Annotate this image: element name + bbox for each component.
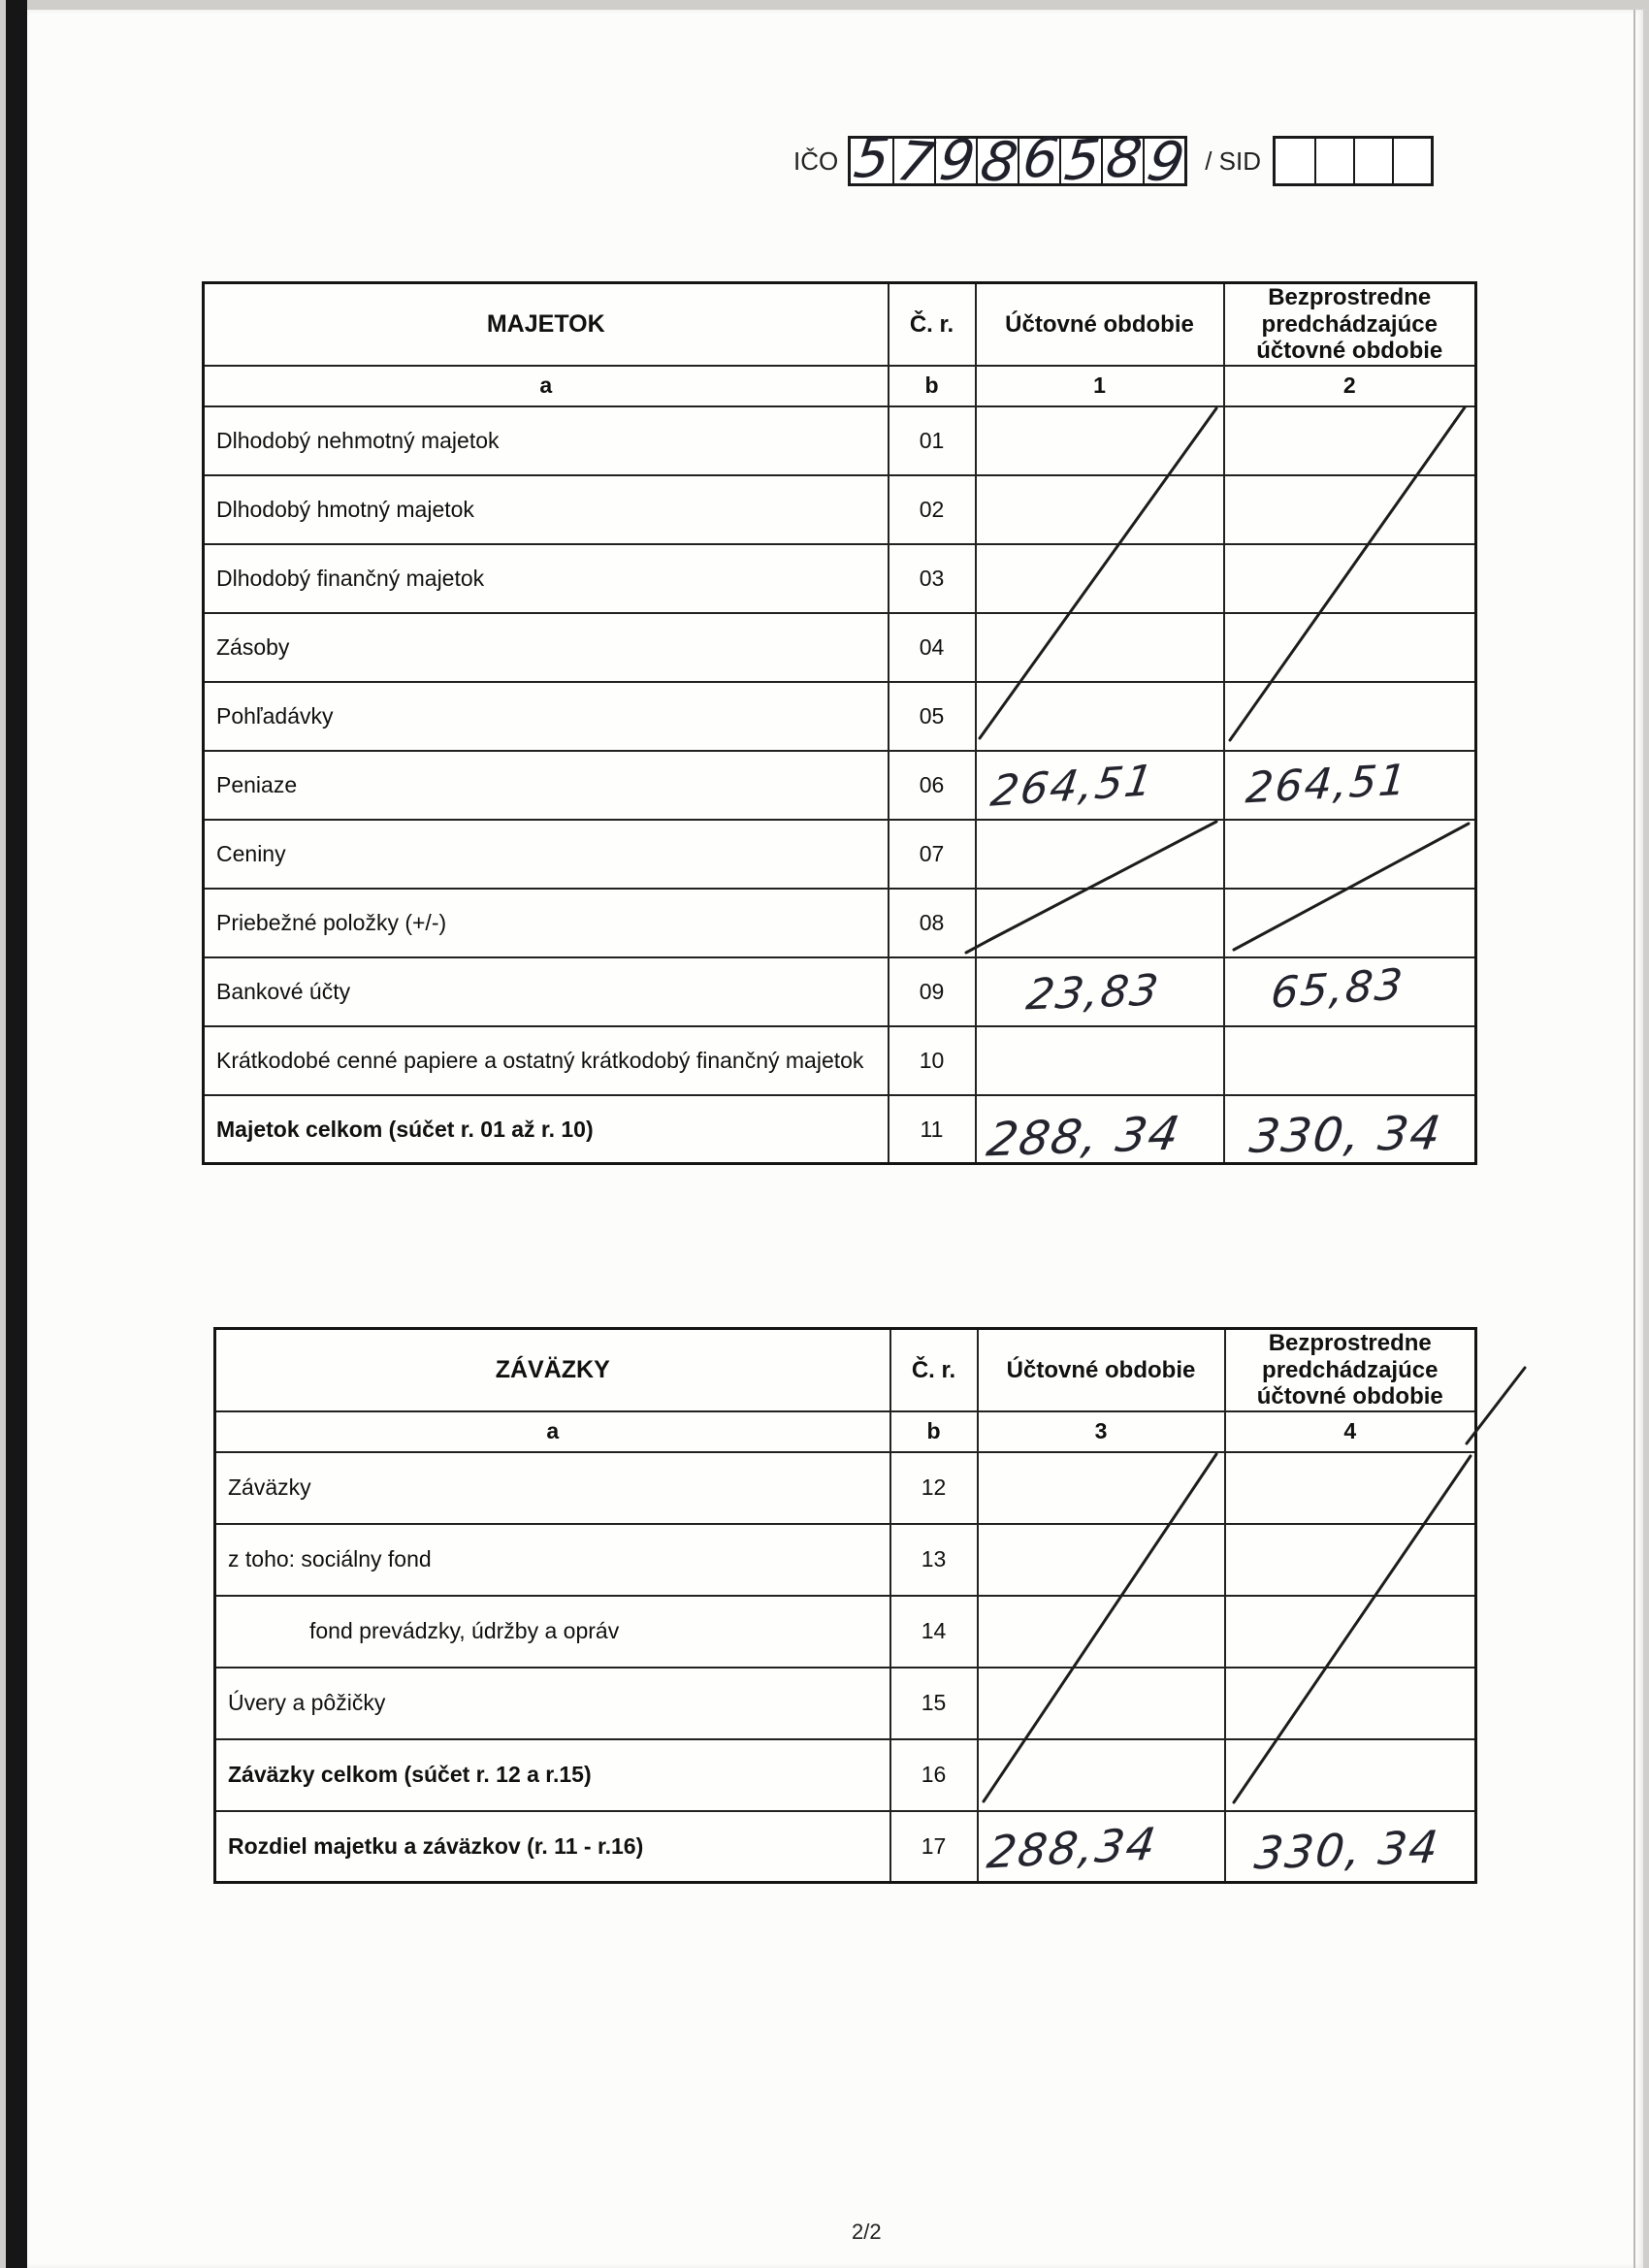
row-label: Majetok celkom (súčet r. 01 až r. 10)	[204, 1095, 889, 1164]
row-label: Pohľadávky	[204, 682, 889, 751]
table-row	[215, 1739, 1476, 1811]
row-label: Záväzky	[215, 1452, 890, 1524]
sid-box	[1392, 139, 1431, 183]
liabilities-table-title: ZÁVÄZKY	[215, 1329, 890, 1411]
ico-digit: 5	[1061, 127, 1104, 194]
subheader-a: a	[204, 366, 889, 406]
cell-value-current	[978, 1668, 1225, 1739]
table-row	[215, 1811, 1476, 1883]
cell-value-current	[976, 820, 1224, 889]
row-label: Zásoby	[204, 613, 889, 682]
cell-value-previous	[1224, 544, 1476, 613]
table-row	[204, 682, 1476, 751]
row-label: Krátkodobé cenné papiere a ostatný krátkodobý finančný majetok	[204, 1026, 889, 1095]
cell-value-previous	[1224, 889, 1476, 957]
row-line-number: 03	[889, 544, 976, 613]
cell-value-current	[976, 751, 1224, 820]
handwritten-value: 330, 34	[1245, 1106, 1445, 1164]
table-row	[215, 1452, 1476, 1524]
cell-value-current	[976, 682, 1224, 751]
ico-box	[975, 129, 1023, 196]
handwritten-value: 330, 34	[1251, 1820, 1442, 1880]
row-label: fond prevádzky, údržby a opráv	[215, 1596, 890, 1668]
row-label: Bankové účty	[204, 957, 889, 1026]
row-line-number: 07	[889, 820, 976, 889]
cell-value-current	[978, 1739, 1225, 1811]
handwritten-value: 288,34	[983, 1817, 1161, 1879]
subheader-a: a	[215, 1411, 890, 1452]
row-label: Dlhodobý nehmotný majetok	[204, 406, 889, 475]
cell-value-previous	[1224, 1095, 1476, 1164]
cell-value-previous	[1225, 1524, 1476, 1596]
cell-value-previous	[1224, 682, 1476, 751]
sid-box	[1314, 139, 1353, 183]
table-row	[204, 544, 1476, 613]
row-line-number: 05	[889, 682, 976, 751]
cell-value-previous	[1225, 1811, 1476, 1883]
paper-edge-shadow	[1633, 10, 1635, 2268]
cell-value-previous	[1224, 957, 1476, 1026]
row-line-number: 12	[890, 1452, 978, 1524]
cell-value-current	[978, 1596, 1225, 1668]
table-row	[204, 820, 1476, 889]
cell-value-current	[976, 613, 1224, 682]
table-row	[204, 1095, 1476, 1164]
sid-box	[1353, 139, 1392, 183]
cell-value-current	[976, 544, 1224, 613]
cell-value-previous	[1225, 1739, 1476, 1811]
cell-value-previous	[1224, 820, 1476, 889]
ico-box	[1059, 127, 1104, 194]
row-line-number: 15	[890, 1668, 978, 1739]
row-line-number: 16	[890, 1739, 978, 1811]
liabilities-table	[213, 1327, 1474, 1878]
sid-field	[1273, 136, 1434, 186]
row-label: Záväzky celkom (súčet r. 12 a r.15)	[215, 1739, 890, 1811]
table-row	[215, 1524, 1476, 1596]
cell-value-previous	[1224, 1026, 1476, 1095]
cell-value-current	[976, 406, 1224, 475]
scanned-form-page	[27, 10, 1643, 2268]
page-number: 2/2	[852, 2219, 882, 2244]
cell-value-current	[978, 1811, 1225, 1883]
table-row	[204, 1026, 1476, 1095]
row-line-number: 13	[890, 1524, 978, 1596]
subheader-1: 1	[976, 366, 1224, 406]
ico-box	[1101, 126, 1147, 191]
cell-value-previous	[1225, 1452, 1476, 1524]
cell-value-current	[978, 1452, 1225, 1524]
row-label: Priebežné položky (+/-)	[204, 889, 889, 957]
sid-label: / SID	[1205, 146, 1262, 176]
subheader-b: b	[890, 1411, 978, 1452]
table-row	[204, 957, 1476, 1026]
table-row	[204, 751, 1476, 820]
ico-digit: 7	[891, 129, 940, 196]
ico-field	[848, 126, 1190, 196]
handwritten-value: 65,83	[1268, 959, 1406, 1019]
ico-digit: 8	[975, 129, 1023, 196]
subheader-3: 3	[978, 1411, 1225, 1452]
row-label: Dlhodobý finančný majetok	[204, 544, 889, 613]
ico-box	[1018, 126, 1063, 191]
table-row	[204, 475, 1476, 544]
table-row	[204, 889, 1476, 957]
row-line-number: 14	[890, 1596, 978, 1668]
assets-table	[202, 281, 1474, 1168]
row-line-number: 11	[889, 1095, 976, 1164]
cell-value-current	[976, 1026, 1224, 1095]
row-label: Peniaze	[204, 751, 889, 820]
handwritten-value: 23,83	[1022, 965, 1163, 1021]
row-line-number: 06	[889, 751, 976, 820]
cell-value-current	[976, 889, 1224, 957]
row-label: Dlhodobý hmotný majetok	[204, 475, 889, 544]
row-line-number: 17	[890, 1811, 978, 1883]
col-header-current-period: Účtovné obdobie	[976, 283, 1224, 366]
ico-digit: 9	[936, 127, 979, 194]
cell-value-current	[978, 1524, 1225, 1596]
ico-box	[934, 127, 979, 194]
col-header-line-number: Č. r.	[889, 283, 976, 366]
row-line-number: 02	[889, 475, 976, 544]
subheader-b: b	[889, 366, 976, 406]
handwritten-value: 288, 34	[982, 1106, 1185, 1168]
assets-table-title: MAJETOK	[204, 283, 889, 366]
ico-label: IČO	[793, 146, 839, 176]
col-header-previous-period: Bezprostredne predchádzajúce účtovné obdobie	[1225, 1329, 1476, 1411]
scan-edge-strip	[6, 0, 27, 2268]
row-line-number: 08	[889, 889, 976, 957]
row-label: Rozdiel majetku a záväzkov (r. 11 - r.16)	[215, 1811, 890, 1883]
table-row	[215, 1668, 1476, 1739]
ico-box	[1142, 129, 1190, 196]
table-row	[215, 1596, 1476, 1668]
ico-digit: 9	[1142, 129, 1190, 196]
ico-digit: 8	[1103, 126, 1147, 191]
ico-digit: 6	[1019, 126, 1063, 191]
ico-digit: 5	[851, 126, 894, 191]
col-header-current-period: Účtovné obdobie	[978, 1329, 1225, 1411]
col-header-previous-period: Bezprostredne predchádzajúce účtovné obdobie	[1224, 283, 1476, 366]
row-label: Úvery a pôžičky	[215, 1668, 890, 1739]
ico-box	[891, 129, 940, 196]
cell-value-previous	[1224, 751, 1476, 820]
row-label: Ceniny	[204, 820, 889, 889]
col-header-line-number: Č. r.	[890, 1329, 978, 1411]
cell-value-previous	[1224, 406, 1476, 475]
table-row	[204, 406, 1476, 475]
cell-value-previous	[1225, 1668, 1476, 1739]
sid-box	[1276, 139, 1314, 183]
row-line-number: 04	[889, 613, 976, 682]
cell-value-current	[976, 957, 1224, 1026]
cell-value-current	[976, 475, 1224, 544]
row-label: z toho: sociálny fond	[215, 1524, 890, 1596]
row-line-number: 10	[889, 1026, 976, 1095]
cell-value-previous	[1225, 1596, 1476, 1668]
table-row	[204, 613, 1476, 682]
subheader-2: 2	[1224, 366, 1476, 406]
handwritten-value: 264,51	[986, 756, 1158, 817]
row-line-number: 09	[889, 957, 976, 1026]
cell-value-current	[976, 1095, 1224, 1168]
subheader-4: 4	[1225, 1411, 1476, 1452]
ico-sid-header	[793, 126, 1434, 196]
row-line-number: 01	[889, 406, 976, 475]
cell-value-previous	[1224, 475, 1476, 544]
handwritten-value: 264,51	[1243, 755, 1410, 814]
cell-value-previous	[1224, 613, 1476, 682]
ico-box	[851, 126, 894, 191]
